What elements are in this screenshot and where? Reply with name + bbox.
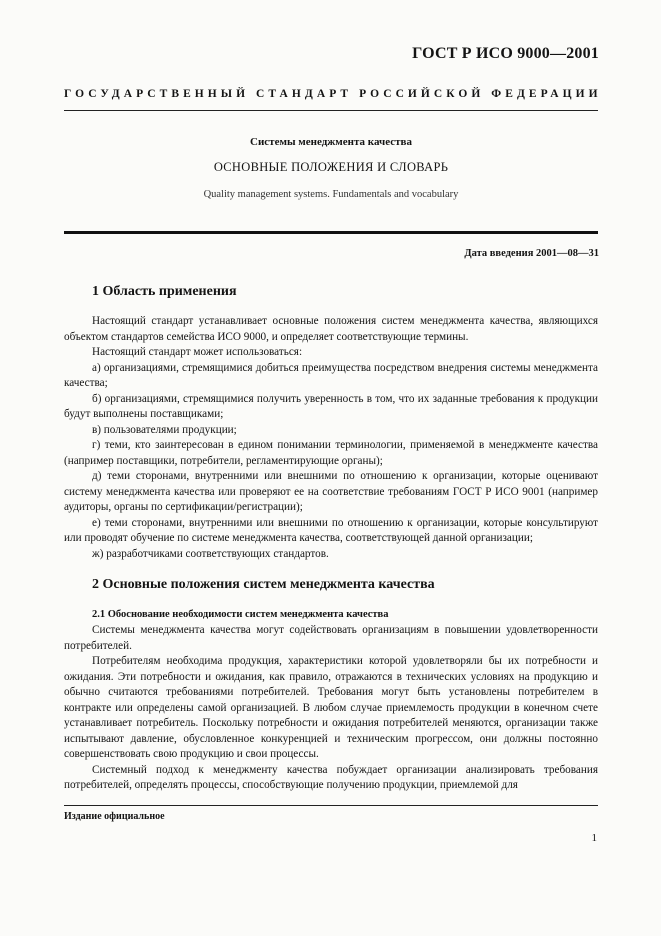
paragraph: Потребителям необходима продукция, характеристики которой удовлетворяли бы их потребности и ожидания. Эти потребности и ожидания, как правило, отражаются в технических условиях на продукцию и обычно считаются требованиями потребителей. Требования могут быть установлены потребителем в контракте или определены самой организацией. В любом случае приемлемость продукции в конечном счете устанавливает потребитель. Поскольку потребности и ожидания потребителей меняются, организации также испытывают давление, обусловленное конкуренцией и техническим прогрессом, они должны постоянно совершенствовать свою продукцию и свои процессы. [64, 655, 598, 760]
paragraph: Системы менеджмента качества могут содействовать организациям в повышении удовлетворенности потребителей. [64, 624, 598, 652]
paragraph: Настоящий стандарт устанавливает основные положения систем менеджмента качества, являющихся объектом стандартов семейства ИСО 9000, и определяет соответствующие термины. [64, 315, 598, 343]
document-subtitle: Системы менеджмента качества [250, 136, 412, 148]
document-english-title: Quality management systems. Fundamentals and vocabulary [203, 189, 459, 200]
section-2-heading: 2 Основные положения систем менеджмента качества [92, 577, 435, 592]
list-item: а) организациями, стремящимися добиться преимущества посредством внедрения системы менеджмента качества; [64, 361, 598, 389]
list-item: в) пользователями продукции; [92, 423, 237, 436]
section-2-1-heading: 2.1 Обоснование необходимости систем менеджмента качества [92, 609, 389, 620]
date-of-introduction: Дата введения 2001—08—31 [464, 248, 599, 259]
list-item: е) теми сторонами, внутренними или внешними по отношению к организации, которые консультируют или проводят обучение по системе менеджмента качества, соответствующей данной организации; [64, 516, 598, 544]
title-divider [64, 231, 598, 234]
section-1-body [64, 314, 598, 562]
list-item: г) теми, кто заинтересован в едином понимании терминологии, применяемой в менеджменте качества (например поставщики, потребители, регламентирующие органы); [64, 439, 598, 467]
paragraph: Настоящий стандарт может использоваться: [92, 346, 303, 358]
official-edition-label: Издание официальное [64, 811, 165, 822]
standard-code: ГОСТ Р ИСО 9000—2001 [412, 45, 599, 62]
paragraph: Системный подход к менеджменту качества побуждает организации анализировать требования потребителей, определять процессы, способствующие получению продукции, приемлемой для [64, 763, 598, 791]
section-1-heading: 1 Область применения [92, 284, 237, 299]
header-divider [64, 110, 598, 111]
list-item: д) теми сторонами, внутренними или внешними по отношению к организации, которые оценивают систему менеджмента качества или проверяют ее на соответствие требованиям ГОСТ Р ИСО 9001 (например аудиторы, органы по сертификации/регистрации); [64, 470, 598, 513]
list-item: ж) разработчиками соответствующих стандартов. [92, 547, 329, 560]
section-2-body [64, 623, 598, 794]
page-number: 1 [591, 832, 597, 844]
list-item: б) организациями, стремящимися получить уверенность в том, что их заданные требования к продукции будут выполнены поставщиками; [64, 392, 598, 420]
footer-divider [64, 805, 598, 806]
document-title: ОСНОВНЫЕ ПОЛОЖЕНИЯ И СЛОВАРЬ [213, 160, 449, 174]
state-standard-title: ГОСУДАРСТВЕННЫЙ СТАНДАРТ РОССИЙСКОЙ ФЕДЕРАЦИИ [64, 88, 602, 100]
